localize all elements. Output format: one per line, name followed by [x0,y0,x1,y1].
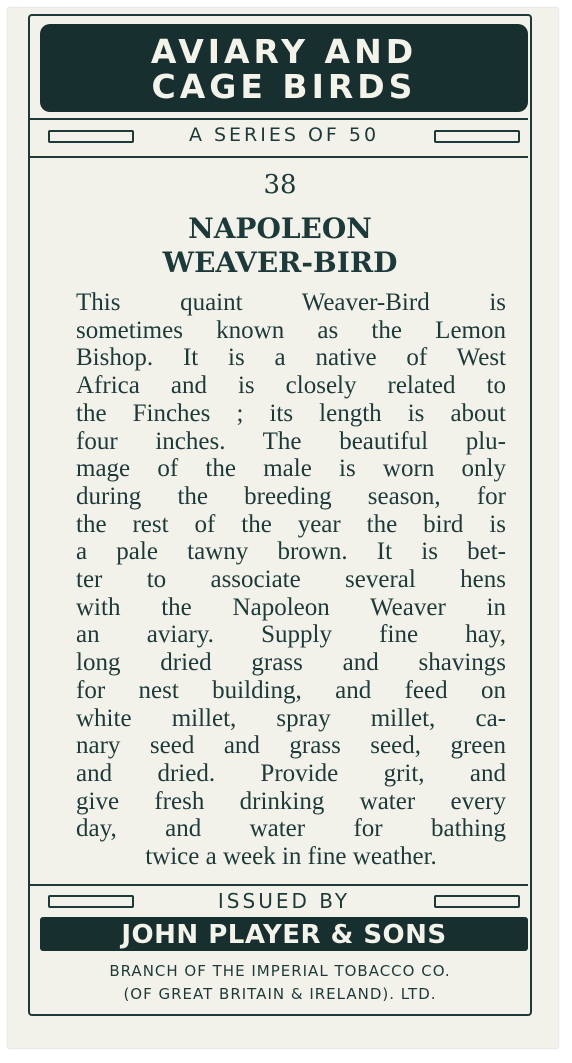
description-line: ter to associate several hens [76,566,506,594]
description-line: four inches. The beautiful plu- [76,427,506,455]
description-line: a pale tawny brown. It is bet- [76,538,506,566]
company-line-1: BRANCH OF THE IMPERIAL TOBACCO CO. [109,962,451,980]
description-line: give fresh drinking water every [76,787,506,815]
description-line: the Finches ; its length is about [76,399,506,427]
description-line: the rest of the year the bird is [76,510,506,538]
divider [30,118,528,120]
description-line: and dried. Provide grit, and [76,759,506,787]
description-line: Bishop. It is a native of West [76,344,506,372]
bird-name-line-2: WEAVER-BIRD [162,246,398,279]
issued-by-row [40,888,528,916]
description [76,289,506,871]
description-line: day, and water for bathing [76,815,506,843]
description-line: during the breeding season, for [76,482,506,510]
description-line: long dried grass and shavings [76,649,506,677]
description-line: for nest building, and feed on [76,676,506,704]
divider [30,884,528,886]
company-line-2: (OF GREAT BRITAIN & IRELAND). LTD. [123,985,437,1003]
description-line: sometimes known as the Lemon [76,316,506,344]
series-count-row [40,122,528,152]
description-line: nary seed and grass seed, green [76,732,506,760]
description-line: mage of the male is worn only [76,455,506,483]
description-line: an aviary. Supply fine hay, [76,621,506,649]
divider [30,156,528,158]
issued-by-label: ISSUED BY [217,889,351,913]
series-title-banner [40,24,528,112]
maker-banner: JOHN PLAYER & SONS [40,917,528,951]
description-line: white millet, spray millet, ca- [76,704,506,732]
description-line: with the Napoleon Weaver in [76,593,506,621]
description-line: twice a week in fine weather. [145,843,437,871]
bird-name-line-1: NAPOLEON [188,212,372,245]
decorative-rule-right [434,130,520,143]
series-title-line-2: CAGE BIRDS [151,67,417,106]
decorative-rule-right [434,895,520,908]
description-line: Africa and is closely related to [76,372,506,400]
card-number: 38 [263,170,297,200]
description-line: This quaint Weaver-Bird is [76,289,506,316]
bird-name [30,212,530,280]
series-title-line-1: AVIARY AND [150,32,418,71]
series-count: A SERIES OF 50 [188,124,380,146]
